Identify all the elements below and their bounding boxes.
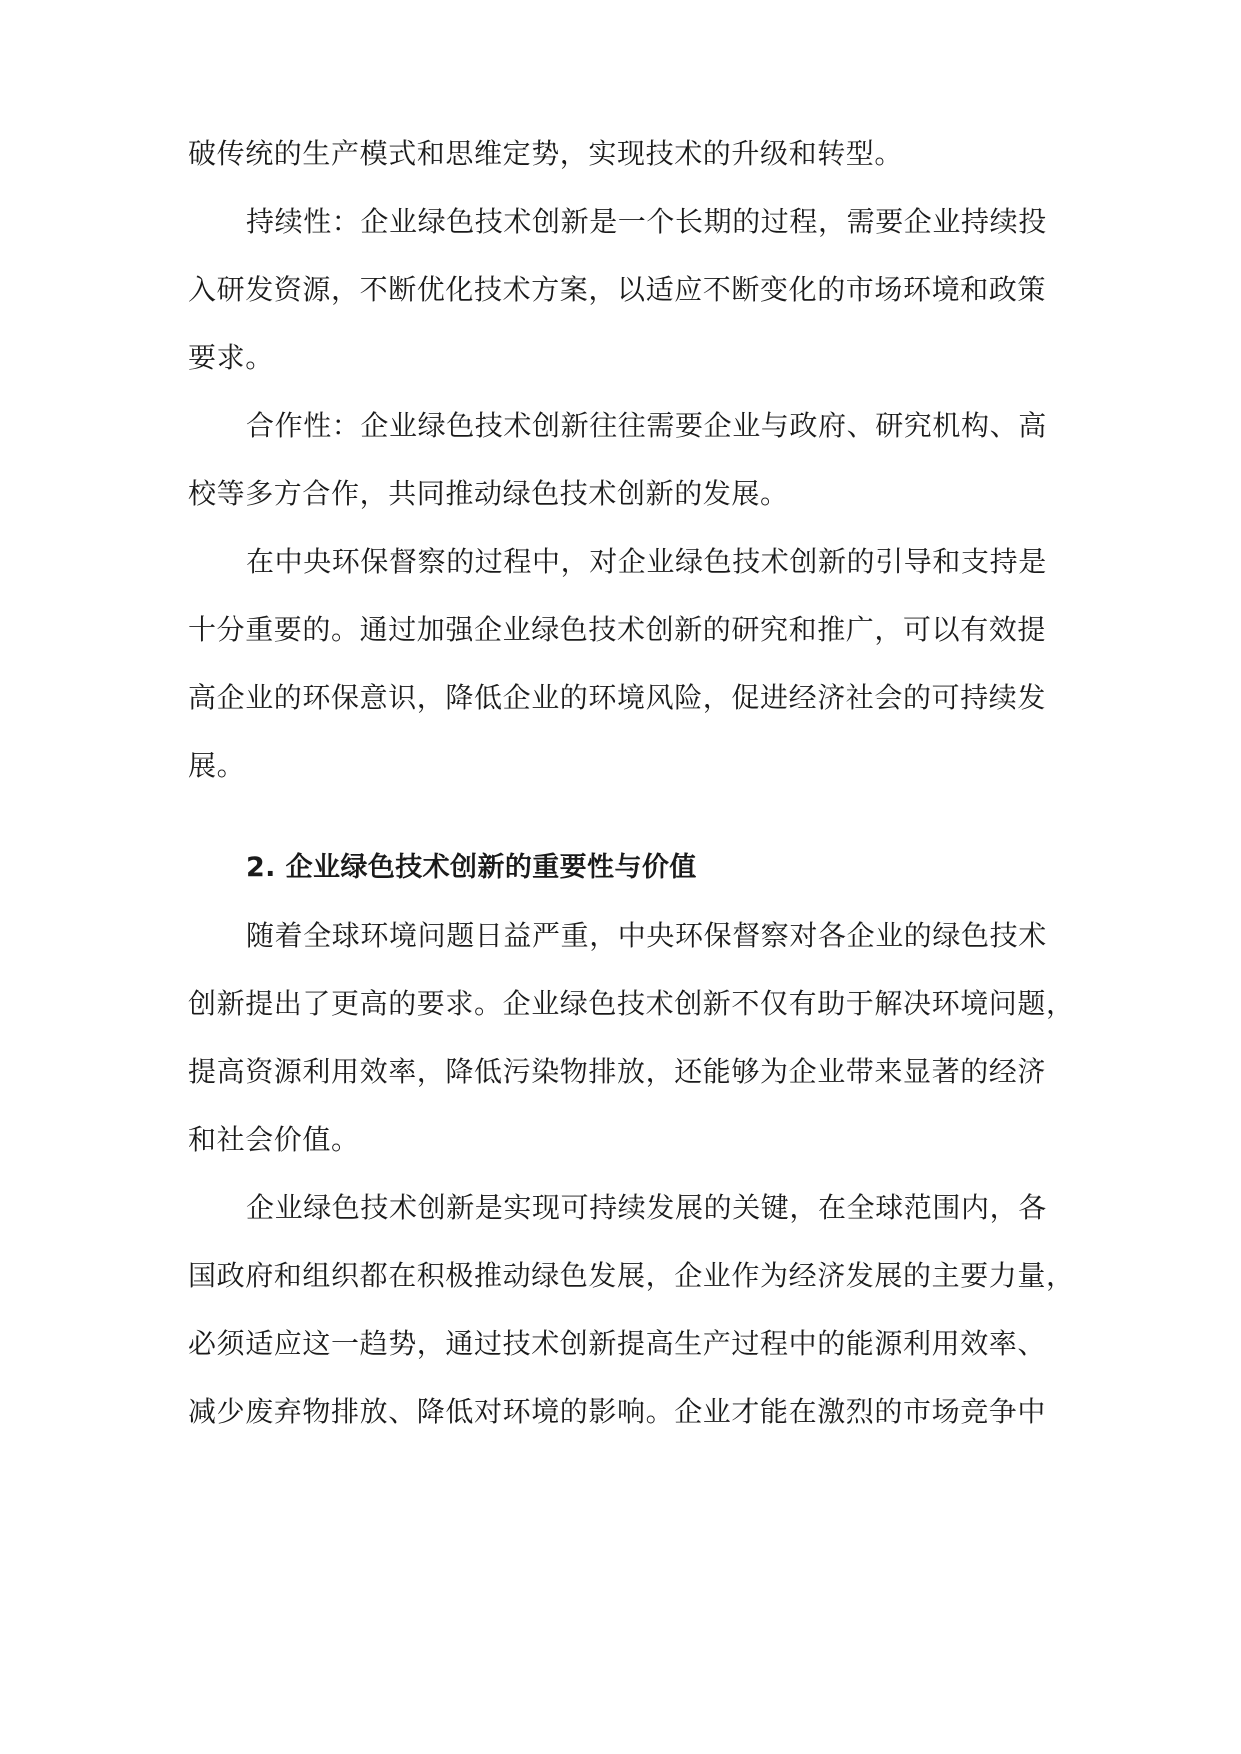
text-line: 在中央环保督察的过程中，对企业绿色技术创新的引导和支持是 xyxy=(246,545,1047,578)
text-line: 减少废弃物排放、降低对环境的影响。企业才能在激烈的市场竞争中 xyxy=(188,1395,1047,1428)
text-line: 十分重要的。通过加强企业绿色技术创新的研究和推广，可以有效提 xyxy=(188,613,1047,646)
text-line: 随着全球环境问题日益严重，中央环保督察对各企业的绿色技术 xyxy=(246,919,1047,952)
text-line: 持续性：企业绿色技术创新是一个长期的过程，需要企业持续投 xyxy=(246,205,1047,238)
text-line: 提高资源利用效率，降低污染物排放，还能够为企业带来显著的经济 xyxy=(188,1055,1047,1088)
section-heading: 2. 企业绿色技术创新的重要性与价值 xyxy=(246,852,697,883)
text-line: 破传统的生产模式和思维定势，实现技术的升级和转型。 xyxy=(188,137,904,170)
text-line: 高企业的环保意识，降低企业的环境风险，促进经济社会的可持续发 xyxy=(188,681,1047,714)
text-line: 必须适应这一趋势，通过技术创新提高生产过程中的能源利用效率、 xyxy=(188,1327,1047,1360)
text-line: 要求。 xyxy=(188,341,274,374)
text-line: 企业绿色技术创新是实现可持续发展的关键，在全球范围内，各 xyxy=(246,1191,1047,1224)
text-line: 和社会价值。 xyxy=(188,1123,360,1156)
text-line: 合作性：企业绿色技术创新往往需要企业与政府、研究机构、高 xyxy=(246,409,1047,442)
text-line: 入研发资源，不断优化技术方案，以适应不断变化的市场环境和政策 xyxy=(188,273,1047,306)
text-line: 国政府和组织都在积极推动绿色发展，企业作为经济发展的主要力量， xyxy=(188,1259,1075,1292)
text-line: 展。 xyxy=(188,749,246,782)
text-line: 创新提出了更高的要求。企业绿色技术创新不仅有助于解决环境问题， xyxy=(188,987,1075,1020)
text-line: 校等多方合作，共同推动绿色技术创新的发展。 xyxy=(188,477,789,510)
